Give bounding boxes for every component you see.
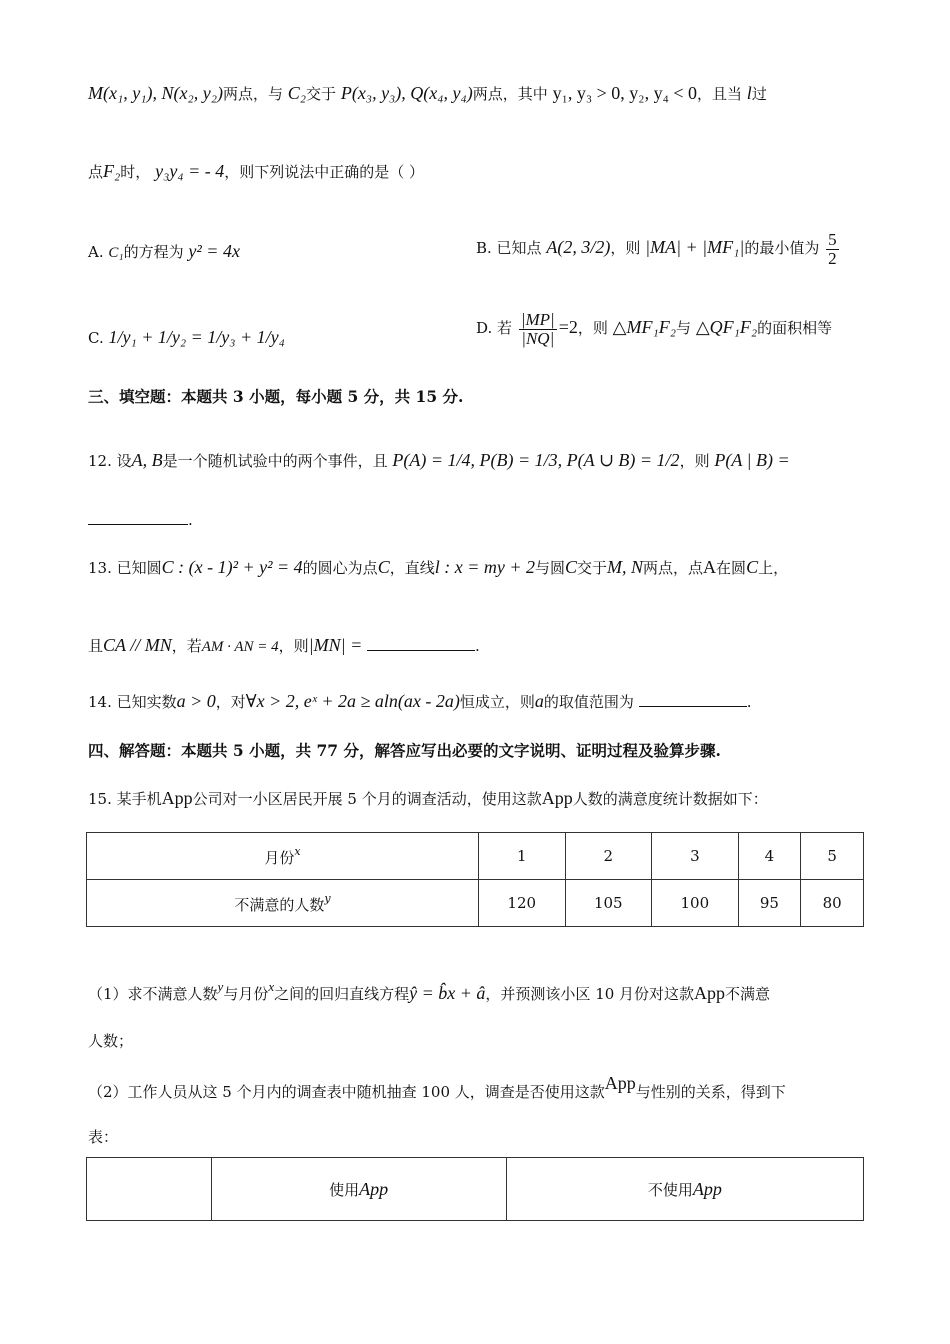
q13-a: A xyxy=(703,557,717,577)
option-b-point: A(2, 3/2) xyxy=(546,237,611,257)
table-row-count xyxy=(87,880,864,927)
q13-text: 在圆 xyxy=(716,559,747,577)
option-d-frac-num: |MP| xyxy=(520,309,555,329)
q11-text: 点 xyxy=(88,163,104,181)
q15-part2-text: 与性别的关系，得到下 xyxy=(635,1083,786,1101)
q15-intro xyxy=(88,787,768,810)
q15-app: App xyxy=(694,983,726,1003)
q13-text: 且 xyxy=(88,637,104,655)
q15-app: App xyxy=(161,788,193,808)
option-d xyxy=(476,302,832,353)
q14 xyxy=(88,690,751,713)
q15-app: App xyxy=(604,1073,636,1093)
q13-dot-product: AM · AN = 4 xyxy=(201,639,279,655)
q12-answer-line xyxy=(88,508,193,531)
q14-end: . xyxy=(746,693,752,711)
q14-text: 恒成立，则 xyxy=(459,693,535,711)
table-row-header xyxy=(87,1158,864,1221)
q11-math-f2: F₂ xyxy=(103,161,121,181)
q11-math-l: l xyxy=(746,83,752,103)
option-b-expression: |MA| + |MF₁| xyxy=(645,237,745,257)
q13-text: ，若 xyxy=(171,637,202,655)
q11-text: ，且当 xyxy=(697,85,743,103)
table-cell: 100 xyxy=(652,880,739,927)
q15-part1-text: 之间的回归直线方程 xyxy=(274,985,410,1003)
table-cell: 105 xyxy=(565,880,652,927)
option-d-label: D. 若 xyxy=(476,319,513,337)
q13-text: 与圆 xyxy=(534,559,565,577)
q12-text: ，则 xyxy=(679,452,710,470)
q11-text: ，则下列说法中正确的是（ ） xyxy=(224,163,424,181)
table-header-month xyxy=(87,833,479,880)
option-d-fraction xyxy=(519,311,557,348)
q12 xyxy=(88,445,790,476)
q15-part1-text: 不满意 xyxy=(725,985,771,1003)
q14-answer-blank[interactable] xyxy=(639,690,747,707)
option-d-triangle2: △QF₁F₂ xyxy=(695,317,758,337)
option-b-fraction xyxy=(826,231,839,268)
option-d-frac-den: |NQ| xyxy=(521,328,555,348)
q15-part2-text: （2）工作人员从这 5 个月内的调查表中随机抽查 100 人，调查是否使用这款 xyxy=(88,1083,605,1101)
option-b-text2: 的最小值为 xyxy=(744,239,820,257)
table-header-not-use-app xyxy=(506,1158,863,1221)
table-cell: 80 xyxy=(801,880,864,927)
q13-c: C xyxy=(377,557,390,577)
option-b xyxy=(476,222,841,273)
q12-text: 12. 设 xyxy=(88,452,132,470)
option-b-frac-num: 5 xyxy=(828,229,837,249)
q15-part2-line2: 表： xyxy=(88,1128,119,1146)
q15-part1-text: ，并预测该小区 10 月份对这款 xyxy=(485,985,695,1003)
table-cell: 95 xyxy=(738,880,801,927)
option-d-text3: 的面积相等 xyxy=(757,319,833,337)
q13-answer-blank[interactable] xyxy=(367,634,475,651)
count-label: 不满意的人数 xyxy=(234,895,325,914)
q13-c: C xyxy=(746,557,759,577)
q15-part2-line1 xyxy=(88,1072,786,1103)
q13-end: . xyxy=(475,637,480,655)
section-3-heading: 三、填空题：本题共 3 小题，每小题 5 分，共 15 分. xyxy=(88,387,464,406)
q15-text: 人数的满意度统计数据如下： xyxy=(572,790,768,808)
q14-a: a xyxy=(534,691,544,711)
q11-math-y3y4: y₃y₄ = - 4 xyxy=(155,161,225,181)
table-row-month xyxy=(87,833,864,880)
q12-text: 是一个随机试验中的两个事件，且 xyxy=(162,452,388,470)
q13-line1 xyxy=(88,556,788,579)
option-d-text: ，则 xyxy=(577,319,608,337)
q11-math-c2: C₂ xyxy=(287,83,307,103)
q11-math-ys: y₁, y₃ > 0, y₂, y₄ < 0 xyxy=(552,83,697,103)
q14-text: 14. 已知实数 xyxy=(88,693,177,711)
table-cell: 120 xyxy=(478,880,565,927)
month-var: x xyxy=(294,844,301,858)
option-b-label: B. 已知点 xyxy=(476,239,542,257)
q11-math-mn: M(x₁, y₁), N(x₂, y₂) xyxy=(88,83,223,103)
table-cell: 3 xyxy=(652,833,739,880)
option-a xyxy=(88,240,240,264)
survey-table xyxy=(86,832,864,927)
q12-question: P(A | B) = xyxy=(714,450,790,470)
option-c-label: C. xyxy=(88,329,104,347)
table-header-use-app xyxy=(211,1158,506,1221)
option-b-text: ，则 xyxy=(610,239,641,257)
q11-text: 两点，与 xyxy=(222,85,283,103)
option-c-equation: 1/y₁ + 1/y₂ = 1/y₃ + 1/y₄ xyxy=(108,327,285,347)
q11-text: 过 xyxy=(751,85,767,103)
q13-circle-eq: C : (x - 1)² + y² = 4 xyxy=(161,557,303,577)
q13-text: ，直线 xyxy=(389,559,435,577)
q13-text: 两点，点 xyxy=(643,559,704,577)
q15-part1-text: （1）求不满意人数 xyxy=(88,985,218,1003)
q14-text: ，对 xyxy=(215,693,246,711)
q11-text: 时， xyxy=(120,163,151,181)
count-var: y xyxy=(324,891,331,905)
q15-var-y: y xyxy=(217,979,224,994)
q13-text: ，则 xyxy=(278,637,309,655)
table-cell: 5 xyxy=(801,833,864,880)
not-use-app: App xyxy=(692,1178,722,1199)
q13-question: |MN| = xyxy=(308,635,363,655)
option-a-text: 的方程为 xyxy=(123,243,184,261)
option-d-text2: 与 xyxy=(676,319,692,337)
q15-var-x: x xyxy=(268,979,275,994)
option-a-equation: y² = 4x xyxy=(188,241,240,261)
gender-table xyxy=(86,1157,864,1221)
not-use-label: 不使用 xyxy=(647,1180,693,1199)
q13-line2 xyxy=(88,634,480,658)
option-d-triangle1: △MF₁F₂ xyxy=(612,317,677,337)
use-app: App xyxy=(359,1178,389,1199)
month-label: 月份 xyxy=(264,848,295,867)
option-a-c1: C₁ xyxy=(108,245,124,261)
q13-mn: M, N xyxy=(607,557,644,577)
q13-text: 的圆心为点 xyxy=(302,559,378,577)
q13-c: C xyxy=(565,557,578,577)
q13-text: 交于 xyxy=(577,559,608,577)
q13-text: 13. 已知圆 xyxy=(88,559,162,577)
q15-text: 公司对一小区居民开展 5 个月的调查活动，使用这款 xyxy=(192,790,542,808)
q14-text: 的取值范围为 xyxy=(543,693,634,711)
use-label: 使用 xyxy=(329,1180,360,1199)
q11-line2 xyxy=(88,160,424,183)
q15-part1-line2: 人数； xyxy=(88,1032,134,1050)
q12-answer-blank[interactable] xyxy=(88,508,188,525)
q12-end: . xyxy=(188,511,193,529)
q14-a-positive: a > 0 xyxy=(176,691,216,711)
q15-regression-eq: ŷ = b̂x + â xyxy=(409,983,486,1003)
q15-part1-text: 与月份 xyxy=(223,985,269,1003)
q13-line-eq: l : x = my + 2 xyxy=(434,557,535,577)
q15-part1-line1 xyxy=(88,976,770,1005)
option-d-eq: =2 xyxy=(558,317,578,337)
option-a-label: A. xyxy=(88,243,104,261)
q15-app: App xyxy=(541,788,573,808)
q12-events: A, B xyxy=(131,450,163,470)
option-c xyxy=(88,326,285,349)
table-cell-empty xyxy=(87,1158,212,1221)
q13-text: 上， xyxy=(758,559,789,577)
q15-text: 15. 某手机 xyxy=(88,790,162,808)
q11-math-pq: P(x₃, y₃), Q(x₄, y₄) xyxy=(340,83,473,103)
q11-text: 交于 xyxy=(306,85,337,103)
option-b-frac-den: 2 xyxy=(828,248,837,268)
q13-parallel: CA // MN xyxy=(103,635,172,655)
table-header-count xyxy=(87,880,479,927)
table-cell: 4 xyxy=(738,833,801,880)
table-cell: 1 xyxy=(478,833,565,880)
table-cell: 2 xyxy=(565,833,652,880)
q14-inequality: ∀x > 2, eˣ + 2a ≥ aln(ax - 2a) xyxy=(245,691,460,711)
q12-probabilities: P(A) = 1/4, P(B) = 1/3, P(A ∪ B) = 1/2 xyxy=(392,450,680,470)
section-4-heading: 四、解答题：本题共 5 小题，共 77 分，解答应写出必要的文字说明、证明过程及验算步骤. xyxy=(88,741,721,760)
q11-text: 两点，其中 xyxy=(472,85,548,103)
q11-line1 xyxy=(88,82,767,105)
